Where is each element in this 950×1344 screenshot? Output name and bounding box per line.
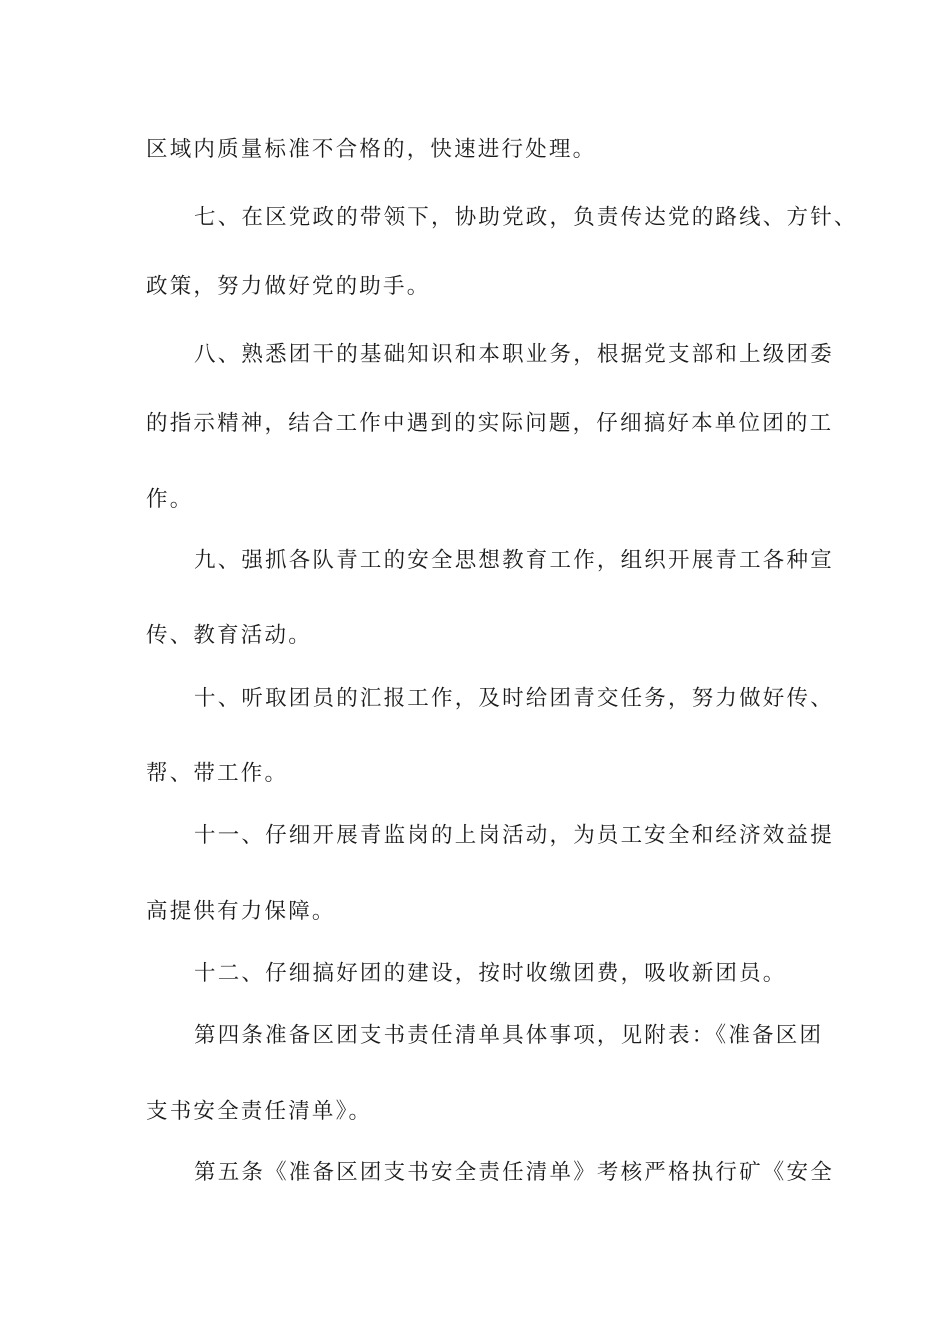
text-line-1: 区域内质量标准不合格的，快速进行处理。 [146,137,597,162]
text-line-7: 九、强抓各队青工的安全思想教育工作，组织开展青工各种宣 [194,548,834,573]
text-line-5: 的指示精神，结合工作中遇到的实际问题，仔细搞好本单位团的工 [146,411,834,436]
text-line-2: 七、在区党政的带领下，协助党政，负责传达党的路线、方针、 [194,205,858,230]
text-line-11: 十一、仔细开展青监岗的上岗活动，为员工安全和经济效益提 [194,823,834,848]
text-line-16: 第五条《准备区团支书安全责任清单》考核严格执行矿《安全 [194,1160,834,1185]
text-line-9: 十、听取团员的汇报工作，及时给团青交任务，努力做好传、 [194,686,834,711]
text-line-3: 政策，努力做好党的助手。 [146,274,431,299]
text-line-4: 八、熟悉团干的基础知识和本职业务，根据党支部和上级团委 [194,342,834,367]
text-line-12: 高提供有力保障。 [146,899,336,924]
text-line-14: 第四条准备区团支书责任清单具体事项，见附表：《准备区团 [194,1023,824,1048]
text-line-8: 传、教育活动。 [146,623,312,648]
text-line-13: 十二、仔细搞好团的建设，按时收缴团费，吸收新团员。 [194,961,787,986]
text-line-15: 支书安全责任清单》。 [146,1099,373,1124]
text-line-6: 作。 [146,487,194,512]
text-line-10: 帮、带工作。 [146,761,289,786]
